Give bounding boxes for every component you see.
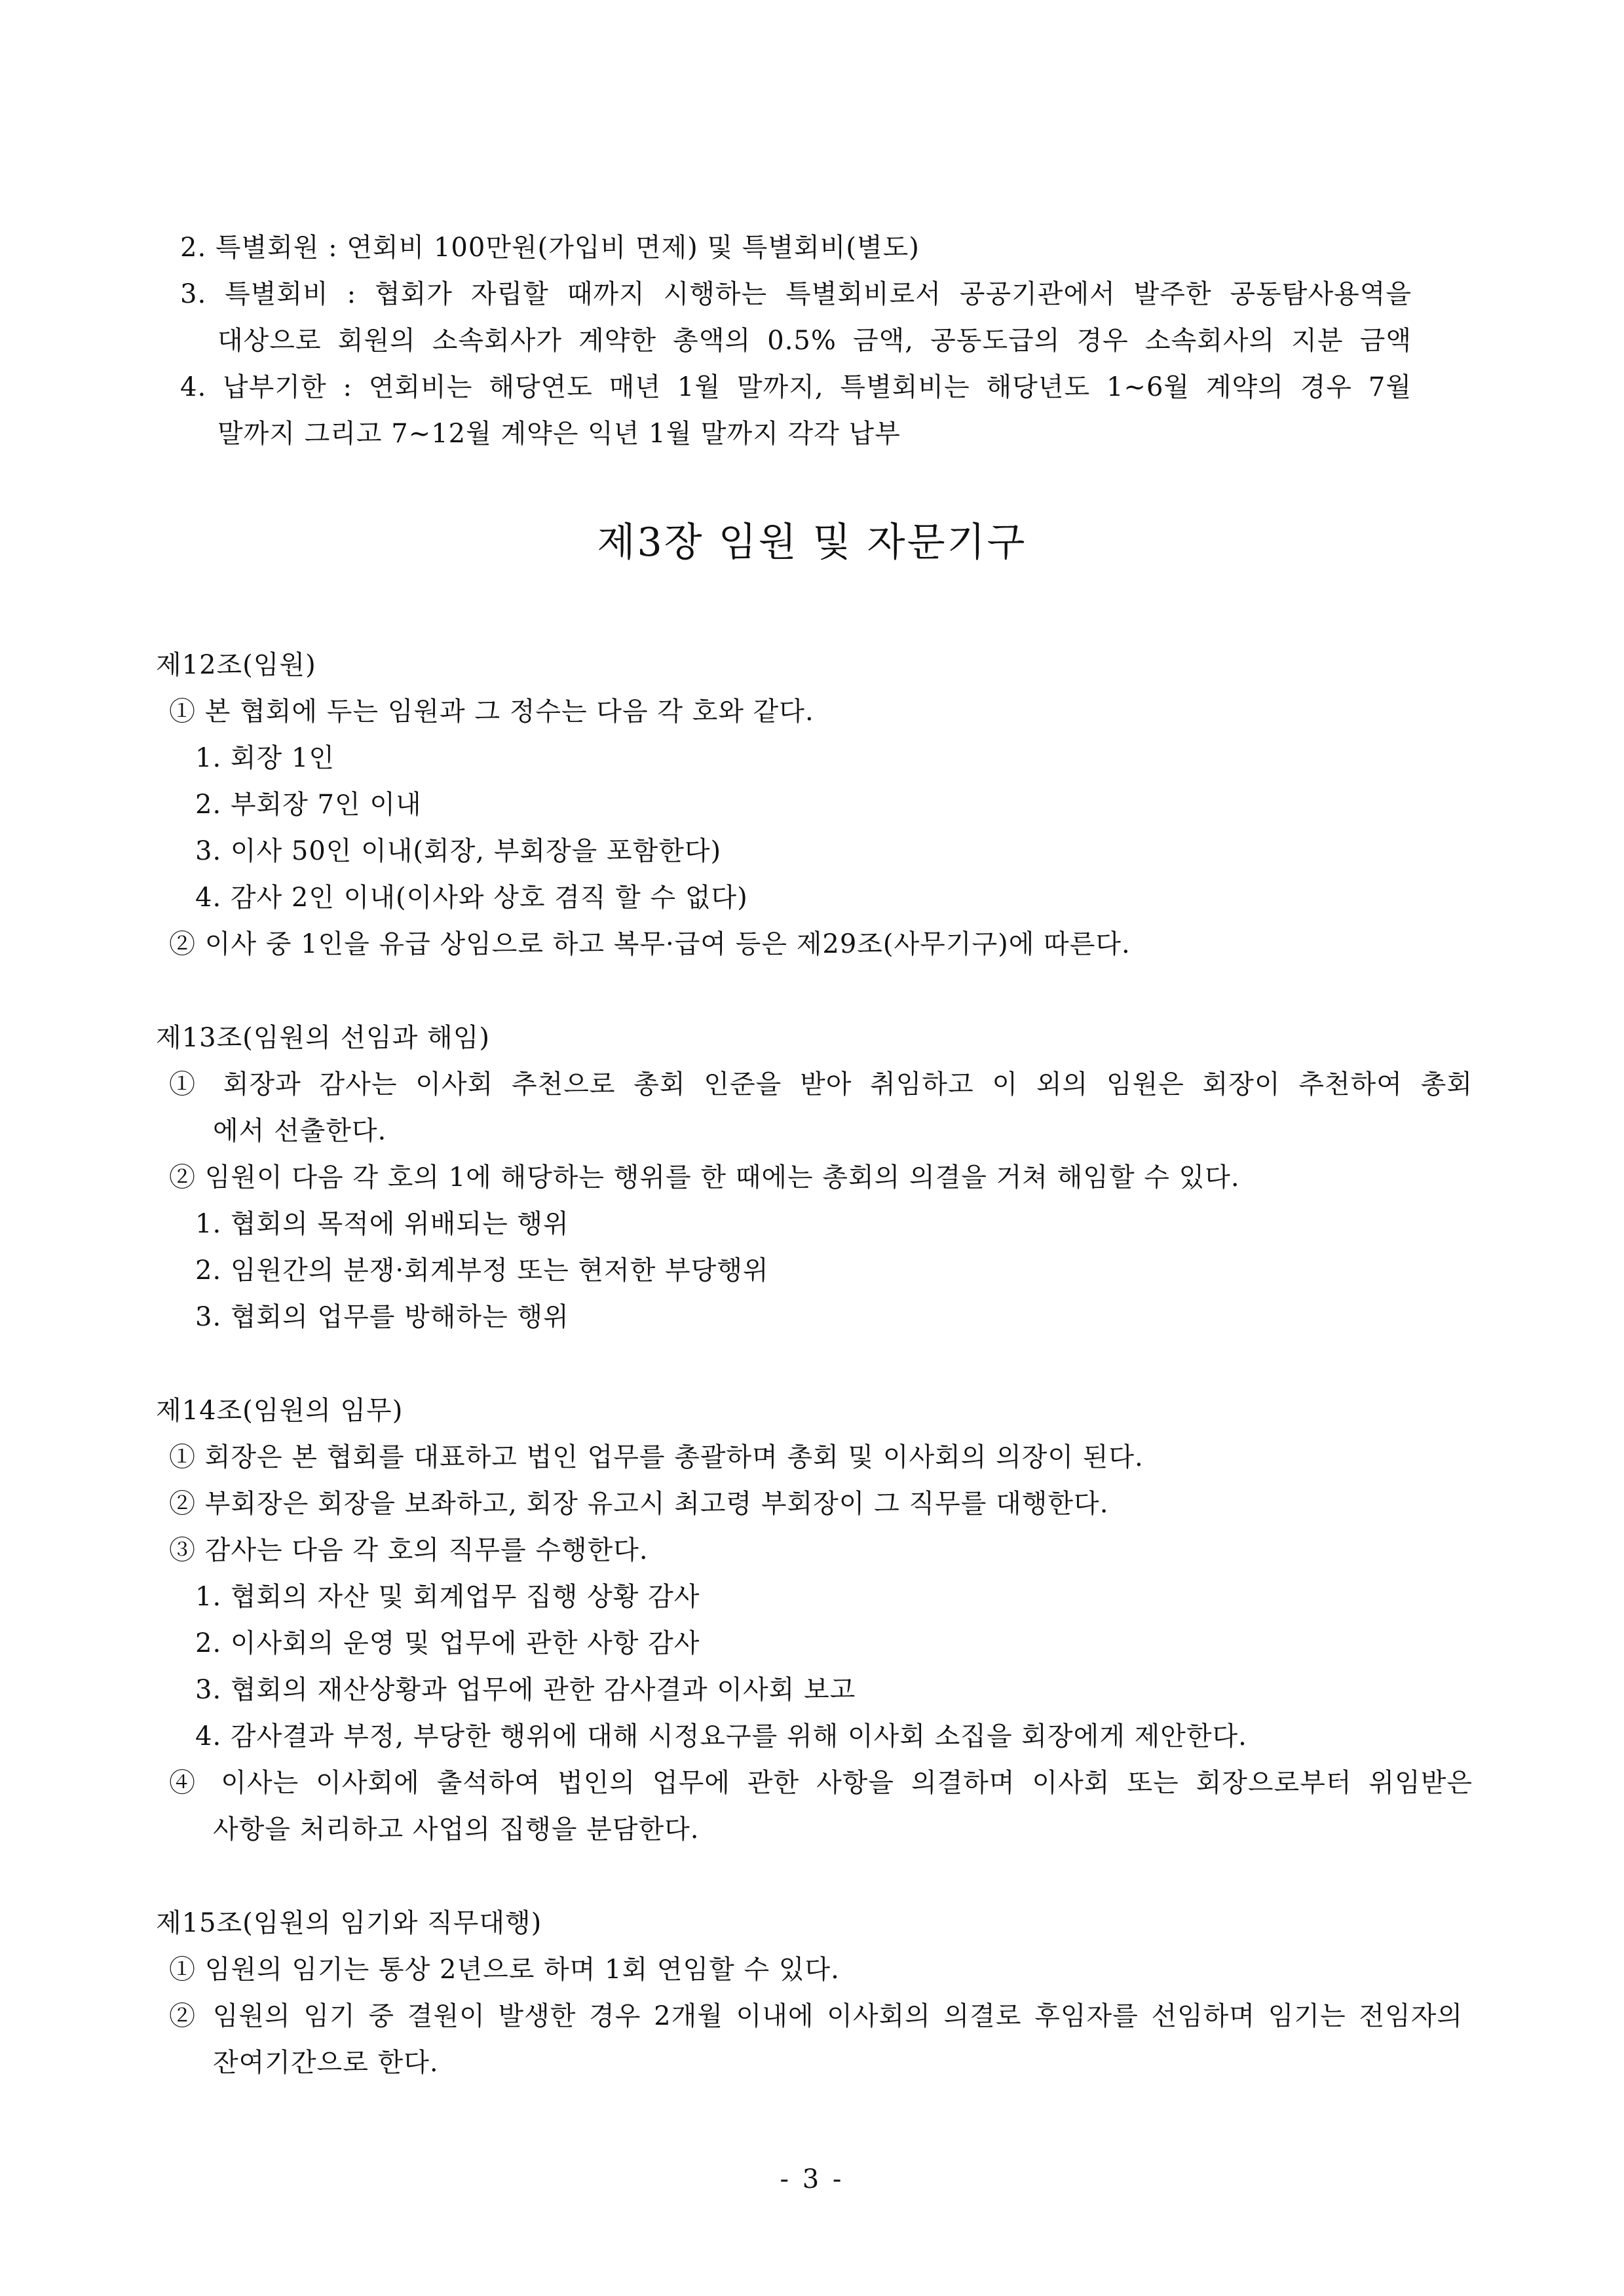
article-heading: 제15조(임원의 임기와 직무대행) — [156, 1908, 542, 1938]
list-item: 4. 감사 2인 이내(이사와 상호 겸직 할 수 없다) — [195, 883, 748, 913]
clause: ③ 감사는 다음 각 호의 직무를 수행한다. — [169, 1535, 649, 1565]
clause-continuation: 잔여기간으로 한다. — [213, 2048, 439, 2078]
clause: ① 회장은 본 협회를 대표하고 법인 업무를 총괄하며 총회 및 이사회의 의장이 된다. — [169, 1442, 1144, 1472]
chapter-title: 제3장 임원 및 자문기구 — [597, 520, 1027, 565]
clause: ① 본 협회에 두는 임원과 그 정수는 다음 각 호와 같다. — [169, 697, 814, 727]
clause-continuation: 사항을 처리하고 사업의 집행을 분담한다. — [213, 1814, 700, 1845]
list-item-continuation: 대상으로 회원의 소속회사가 계약한 총액의 0.5% 금액, 공동도급의 경우 소속회사의 지분 금액 — [217, 326, 1412, 356]
clause: ② 임원의 임기 중 결원이 발생한 경우 2개월 이내에 이사회의 의결로 후임자를 선임하며 임기는 전임자의 — [169, 2001, 1463, 2031]
article-heading: 제14조(임원의 임무) — [156, 1396, 404, 1426]
clause: ① 임원의 임기는 통상 2년으로 하며 1회 연임할 수 있다. — [169, 1955, 840, 1985]
list-item: 3. 협회의 업무를 방해하는 행위 — [195, 1302, 569, 1332]
list-item: 2. 부회장 7인 이내 — [195, 790, 422, 820]
list-item: 2. 특별회원 : 연회비 100만원(가입비 면제) 및 특별회비(별도) — [180, 233, 920, 263]
clause: ① 회장과 감사는 이사회 추천으로 총회 인준을 받아 취임하고 이 외의 임원은 회장이 추천하여 총회 — [169, 1069, 1473, 1100]
list-item: 3. 이사 50인 이내(회장, 부회장을 포함한다) — [195, 836, 722, 866]
clause-continuation: 에서 선출한다. — [213, 1116, 387, 1146]
list-item: 4. 감사결과 부정, 부당한 행위에 대해 시정요구를 위해 이사회 소집을 회장에게 제안한다. — [195, 1721, 1247, 1751]
clause: ④ 이사는 이사회에 출석하여 법인의 업무에 관한 사항을 의결하며 이사회 또는 회장으로부터 위임받은 — [169, 1768, 1473, 1798]
list-item: 2. 임원간의 분쟁·회계부정 또는 현저한 부당행위 — [195, 1255, 769, 1286]
list-item: 1. 협회의 자산 및 회계업무 집행 상황 감사 — [195, 1582, 700, 1612]
list-item: 4. 납부기한 : 연회비는 해당연도 매년 1월 말까지, 특별회비는 해당년도 1~6월 계약의 경우 7월 — [180, 372, 1412, 402]
list-item: 3. 협회의 재산상황과 업무에 관한 감사결과 이사회 보고 — [195, 1675, 856, 1705]
clause: ② 이사 중 1인을 유급 상임으로 하고 복무·급여 등은 제29조(사무기구)에 따른다. — [169, 929, 1131, 959]
clause: ② 부회장은 회장을 보좌하고, 회장 유고시 최고령 부회장이 그 직무를 대행한다. — [169, 1489, 1109, 1519]
page-number: - 3 - — [780, 2164, 844, 2194]
article-heading: 제13조(임원의 선임과 해임) — [156, 1023, 490, 1053]
list-item: 1. 협회의 목적에 위배되는 행위 — [195, 1209, 569, 1239]
article-heading: 제12조(임원) — [156, 650, 316, 680]
list-item: 1. 회장 1인 — [195, 743, 335, 773]
list-item: 2. 이사회의 운영 및 업무에 관한 사항 감사 — [195, 1628, 700, 1658]
clause: ② 임원이 다음 각 호의 1에 해당하는 행위를 한 때에는 총회의 의결을 거쳐 해임할 수 있다. — [169, 1162, 1240, 1193]
list-item-continuation: 말까지 그리고 7~12월 계약은 익년 1월 말까지 각각 납부 — [217, 419, 901, 449]
list-item: 3. 특별회비 : 협회가 자립할 때까지 시행하는 특별회비로서 공공기관에서 발주한 공동탐사용역을 — [180, 279, 1412, 309]
